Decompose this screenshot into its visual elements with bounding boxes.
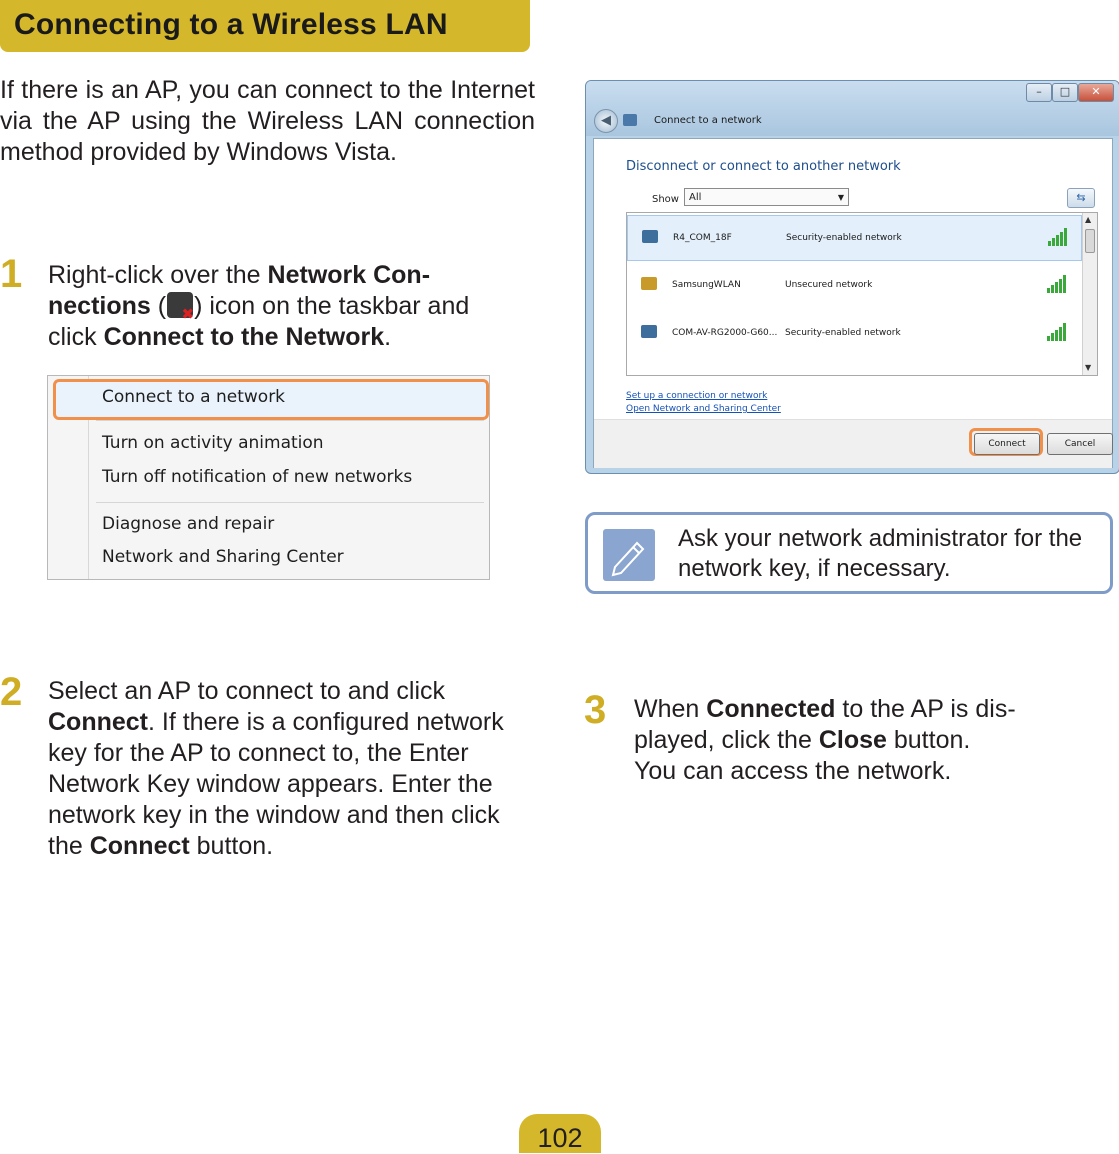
dialog-caption: Connect to a network [654, 115, 762, 126]
signal-strength-icon [1048, 228, 1070, 246]
dialog-titlebar [586, 81, 1119, 136]
menu-separator [96, 420, 484, 421]
signal-strength-icon [1047, 275, 1069, 293]
dialog-heading: Disconnect or connect to another network [626, 159, 901, 174]
page-number: 102 [537, 1123, 583, 1153]
step-1-text-a: Right-click over the [48, 261, 268, 289]
intro-paragraph: If there is an AP, you can connect to the Internet via the AP using the Wireless LAN connection method provided by Windows Vista. [0, 76, 535, 166]
show-label: Show [652, 194, 679, 205]
menu-item-sharing-center[interactable]: Network and Sharing Center [102, 547, 344, 567]
step-1-number: 1 [0, 252, 23, 296]
step-3-text-a: When [634, 695, 707, 723]
step-3-text-c: button. [886, 726, 971, 754]
network-row[interactable] [627, 311, 1082, 357]
scroll-up-icon[interactable]: ▲ [1085, 215, 1092, 224]
step-2-text-b: . If there is a configured network key for the AP to connect to, the Enter Network Key window appears. Enter the network key in the window and then click the [48, 708, 504, 860]
context-menu-screenshot [47, 375, 490, 580]
step-2-connect: Connect [48, 708, 148, 736]
cancel-button[interactable]: Cancel [1047, 433, 1113, 455]
pencil-note-icon [603, 529, 655, 581]
step-1-connect-to-network: Connect to the Network [103, 323, 385, 351]
network-icon [623, 114, 637, 126]
network-row[interactable] [627, 215, 1082, 261]
step-2-number: 2 [0, 670, 23, 714]
signal-strength-icon [1047, 323, 1069, 341]
network-security: Security-enabled network [785, 328, 901, 338]
connect-button[interactable]: Connect [974, 433, 1040, 455]
scroll-thumb[interactable] [1085, 229, 1095, 253]
menu-item-connect-to-network[interactable]: Connect to a network [102, 387, 286, 407]
menu-item-notifications[interactable]: Turn off notification of new networks [102, 467, 413, 487]
network-icon [642, 230, 658, 243]
step-3-text [634, 694, 1094, 787]
sharing-center-link[interactable]: Open Network and Sharing Center [626, 404, 781, 414]
step-1-text-b: icon on the taskbar and click [48, 292, 470, 351]
step-2-text-c: button. [189, 832, 274, 860]
note-box [585, 512, 1113, 594]
show-filter-select[interactable]: All ▼ [684, 188, 849, 206]
section-title: Connecting to a Wireless LAN [14, 8, 448, 41]
refresh-icon[interactable]: ⇆ [1067, 188, 1095, 208]
network-list [626, 212, 1098, 376]
setup-connection-link[interactable]: Set up a connection or network [626, 391, 768, 401]
network-icon [641, 325, 657, 338]
menu-item-diagnose-repair[interactable]: Diagnose and repair [102, 514, 275, 534]
network-name: COM-AV-RG2000-G60... [672, 328, 778, 338]
dialog-footer [594, 419, 1112, 468]
network-security: Unsecured network [785, 280, 873, 290]
network-connections-icon [167, 292, 193, 318]
step-3-number: 3 [584, 688, 607, 732]
menu-separator [96, 502, 484, 503]
network-name: R4_COM_18F [673, 233, 732, 243]
network-security: Security-enabled network [786, 233, 902, 243]
maximize-icon[interactable]: □ [1052, 83, 1078, 102]
network-row[interactable] [627, 263, 1082, 309]
step-3-text-line2: You can access the network. [634, 757, 952, 785]
step-2-text [48, 676, 536, 862]
dialog-body [593, 138, 1113, 468]
step-2-connect-button-ref: Connect [89, 832, 190, 860]
network-name: SamsungWLAN [672, 280, 741, 290]
step-3-close: Close [818, 726, 887, 754]
scroll-down-icon[interactable]: ▼ [1085, 363, 1092, 372]
connect-dialog-screenshot [585, 80, 1119, 474]
step-1-text: Right-click over the Network Con-nections (✖ ) icon on the taskbar and click Connect to the Network. [48, 260, 508, 353]
close-icon[interactable]: ✕ [1078, 83, 1114, 102]
minimize-icon[interactable]: – [1026, 83, 1052, 102]
step-1-network-connections: Network Con-nections [48, 261, 431, 320]
step-3-connected: Connected [706, 695, 836, 723]
menu-item-activity-animation[interactable]: Turn on activity animation [102, 433, 324, 453]
step-1-text-c: . [384, 323, 392, 351]
back-arrow-icon[interactable]: ◀ [594, 109, 618, 133]
step-2-text-a: Select an AP to connect to and click [48, 677, 446, 705]
page-number-tab [519, 1114, 601, 1153]
unsecured-network-icon [641, 277, 657, 290]
note-text: Ask your network administrator for the network key, if necessary. [678, 525, 1083, 582]
step-3-text-b: to the AP is dis-played, click the [634, 695, 1016, 754]
